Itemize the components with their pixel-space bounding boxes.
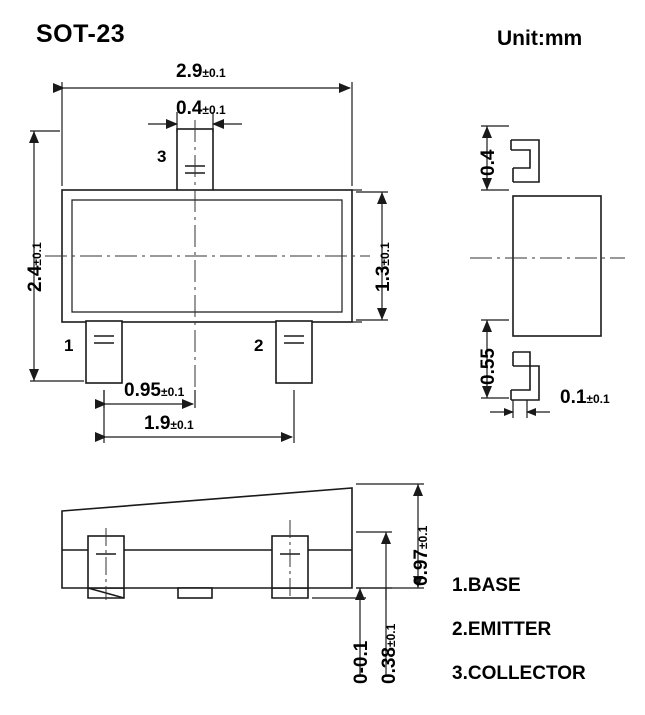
dim-body-height-top: 1.3±0.1	[373, 242, 394, 292]
legend-item-base: 1.BASE	[452, 575, 521, 596]
dim-lead-foot: 0.38±0.1	[379, 623, 400, 684]
dim-lead-thickness-top: 0.4	[478, 149, 499, 176]
side-view-geometry	[511, 140, 601, 400]
pin-label-2: 2	[254, 336, 264, 355]
dim-seating: 0-0.1	[351, 640, 372, 684]
dim-pitch-full: 1.9±0.1	[144, 413, 194, 434]
pin-label-1: 1	[64, 336, 74, 355]
legend-item-collector: 3.COLLECTOR	[452, 663, 586, 684]
dim-lead-width: 0.4±0.1	[176, 98, 226, 119]
legend-item-emitter: 2.EMITTER	[452, 619, 552, 640]
dim-pitch-half: 0.95±0.1	[124, 380, 185, 401]
dim-standoff: 0.55	[478, 348, 499, 385]
dim-height-total: 2.4±0.1	[25, 242, 46, 292]
dim-width-total: 2.9±0.1	[176, 61, 226, 82]
dim-front-body-height: 0.97±0.1	[411, 525, 432, 586]
dim-lead-thickness: 0.1±0.1	[560, 387, 610, 408]
page-title: SOT-23	[36, 20, 126, 48]
unit-note: Unit:mm	[497, 27, 583, 50]
pin-label-3: 3	[157, 147, 167, 166]
